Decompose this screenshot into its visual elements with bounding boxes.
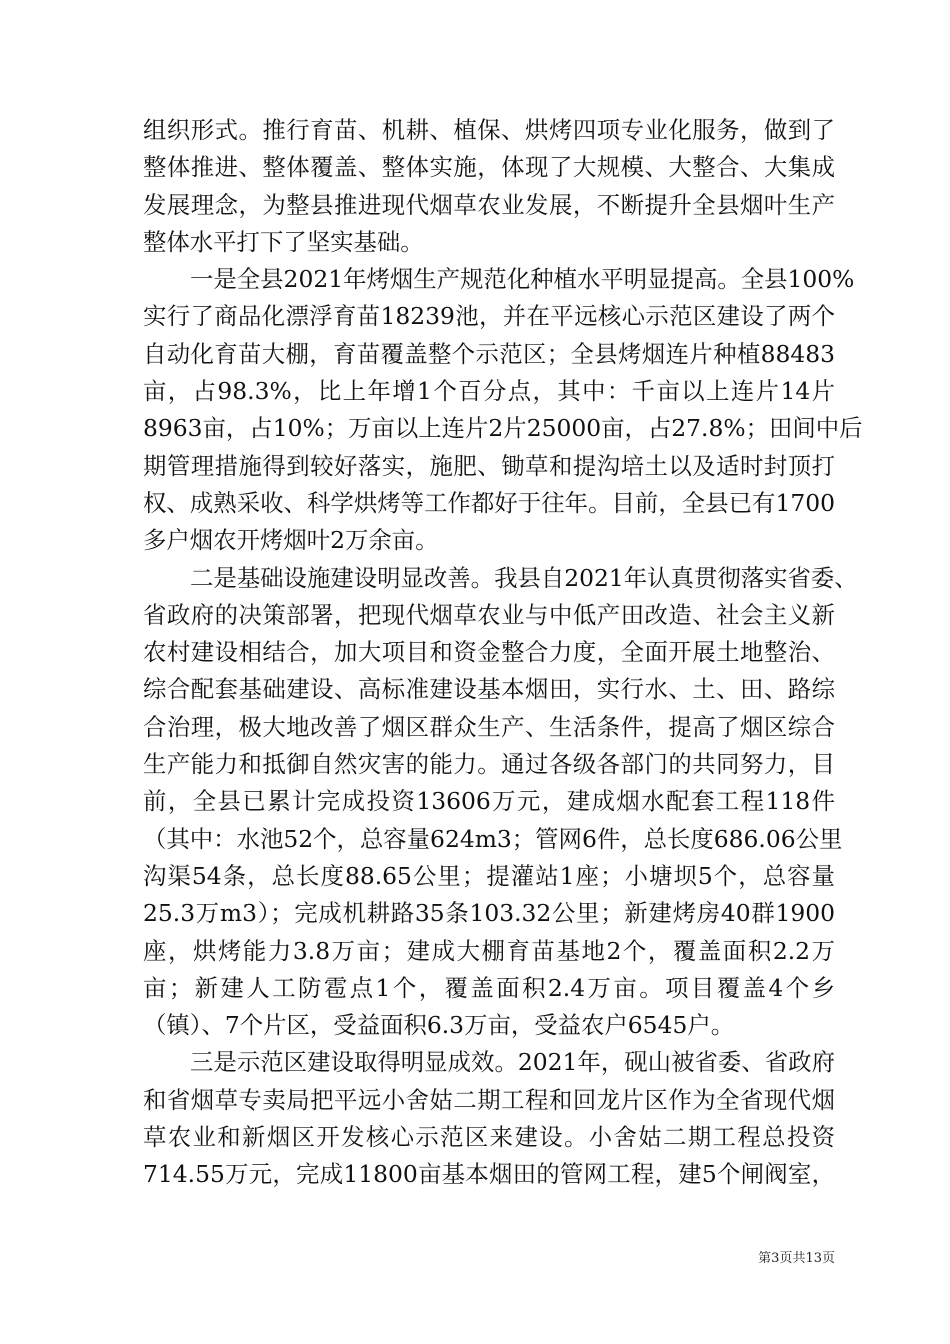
text-line: 省政府的决策部署，把现代烟草农业与中低产田改造、社会主义新 xyxy=(143,600,835,629)
text-line: 实行了商品化漂浮育苗18239池，并在平远核心示范区建设了两个 xyxy=(143,302,835,331)
text-line: 发展理念，为整县推进现代烟草农业发展，不断提升全县烟叶生产 xyxy=(143,190,835,219)
text-line: （镇）、7个片区，受益面积6.3万亩，受益农户6545户。 xyxy=(143,1011,735,1040)
document-body xyxy=(143,112,863,1194)
text-line: 草农业和新烟区开发核心示范区来建设。小舍姑二期工程总投资 xyxy=(143,1123,835,1152)
text-line: 前，全县已累计完成投资13606万元，建成烟水配套工程118件 xyxy=(143,787,835,816)
text-line: 生产能力和抵御自然灾害的能力。通过各级各部门的共同努力，目 xyxy=(143,750,835,779)
text-line: 合治理，极大地改善了烟区群众生产、生活条件，提高了烟区综合 xyxy=(143,712,835,741)
text-line: 亩，占98.3%，比上年增1个百分点，其中：千亩以上连片14片 xyxy=(143,377,835,406)
text-line: 和省烟草专卖局把平远小舍姑二期工程和回龙片区作为全省现代烟 xyxy=(143,1085,835,1114)
paragraph xyxy=(143,261,863,559)
paragraph xyxy=(143,560,858,1045)
text-line: 整体推进、整体覆盖、整体实施，体现了大规模、大整合、大集成 xyxy=(143,153,835,182)
text-line: 亩；新建人工防雹点1个，覆盖面积2.4万亩。项目覆盖4个乡 xyxy=(143,973,835,1002)
paragraph xyxy=(143,112,835,261)
text-line: 三是示范区建设取得明显成效。2021年，砚山被省委、省政府 xyxy=(190,1048,835,1077)
text-line: （其中：水池52个，总容量624m3；管网6件，总长度686.06公里 xyxy=(143,824,843,853)
paragraph xyxy=(143,1044,835,1193)
text-line: 一是全县2021年烤烟生产规范化种植水平明显提高。全县100% xyxy=(190,265,855,294)
text-line: 8963亩，占10%；万亩以上连片2片25000亩，占27.8%；田间中后 xyxy=(143,414,863,443)
text-line: 农村建设相结合，加大项目和资金整合力度，全面开展土地整治、 xyxy=(143,638,835,667)
text-line: 整体水平打下了坚实基础。 xyxy=(143,227,424,256)
text-line: 自动化育苗大棚，育苗覆盖整个示范区；全县烤烟连片种植88483 xyxy=(143,339,835,368)
text-line: 综合配套基础建设、高标准建设基本烟田，实行水、土、田、路综 xyxy=(143,675,835,704)
text-line: 期管理措施得到较好落实，施肥、锄草和提沟培土以及适时封顶打 xyxy=(143,451,835,480)
text-line: 二是基础设施建设明显改善。我县自2021年认真贯彻落实省委、 xyxy=(190,563,858,592)
text-line: 714.55万元，完成11800亩基本烟田的管网工程，建5个闸阀室， xyxy=(143,1160,835,1189)
text-line: 座，烘烤能力3.8万亩；建成大棚育苗基地2个，覆盖面积2.2万 xyxy=(143,936,835,965)
text-line: 25.3万m3）；完成机耕路35条103.32公里；新建烤房40群1900 xyxy=(143,899,835,928)
page-number: 第3页共13页 xyxy=(758,1251,835,1266)
text-line: 沟渠54条，总长度88.65公里；提灌站1座；小塘坝5个，总容量 xyxy=(143,861,835,890)
text-line: 组织形式。推行育苗、机耕、植保、烘烤四项专业化服务，做到了 xyxy=(143,116,835,144)
text-line: 权、成熟采收、科学烘烤等工作都好于往年。目前，全县已有1700 xyxy=(143,488,835,517)
text-line: 多户烟农开烤烟叶2万余亩。 xyxy=(143,526,439,555)
